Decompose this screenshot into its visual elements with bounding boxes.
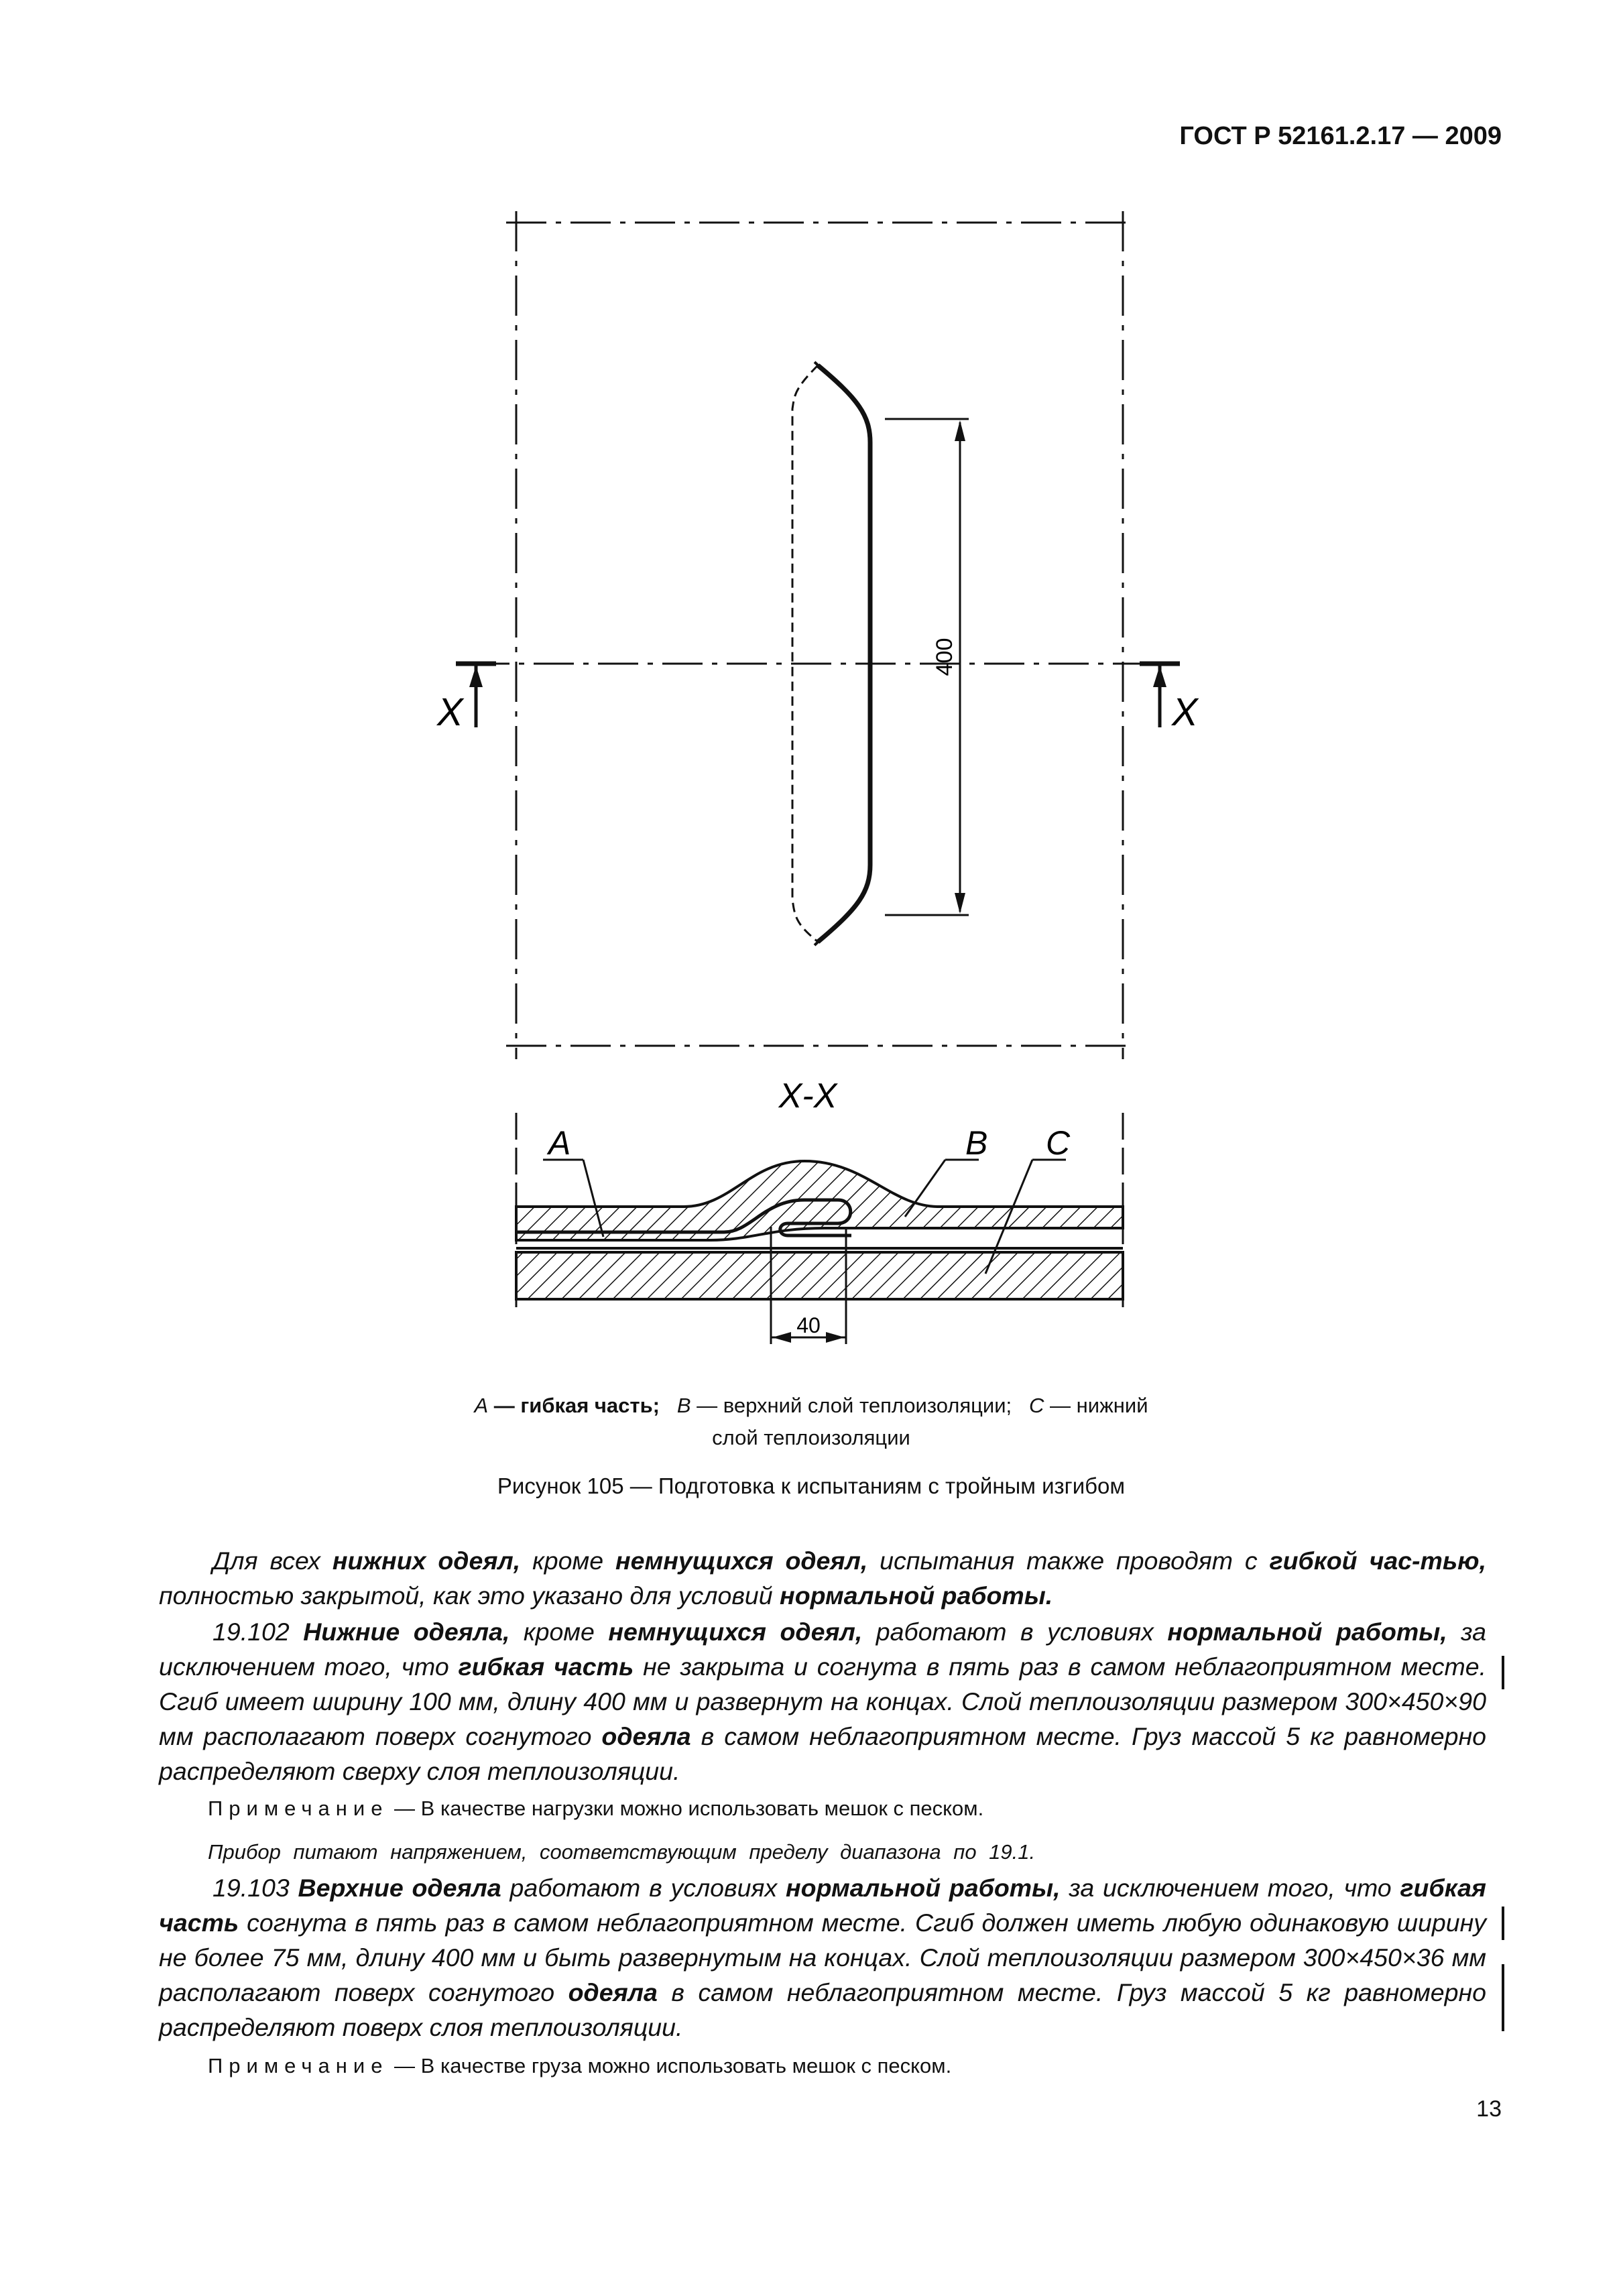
- dimension-400-label: 400: [932, 638, 957, 676]
- legend-a-key: A: [474, 1394, 489, 1417]
- legend-line-2: слой теплоизоляции: [712, 1426, 910, 1449]
- legend-c-text: — нижний: [1050, 1394, 1148, 1417]
- figure-caption: Рисунок 105 — Подготовка к испытаниям с тройным изгибом: [497, 1473, 1126, 1498]
- document-header: ГОСТ Р 52161.2.17 — 2009: [1179, 122, 1502, 150]
- label-a: A: [548, 1124, 571, 1162]
- note-1-text: — В качестве нагрузки можно использовать мешок с песком.: [388, 1797, 984, 1820]
- clause-19-102: 19.102 Нижние одеяла, кроме немнущихся одеял, работают в условиях нормальной работы, за исключением того, что гибкая часть не закрыта и согнута в пять раз в самом неблагоприятном месте. Сгиб имеет ширину 100 мм, длину 400 мм и развернут на концах. Слой теплоизоляции размером 300×450×90 мм располагают поверх согнутого одеяла в самом неблагоприятном месте. Груз массой 5 кг равномерно распределяют сверху слоя теплоизоляции.: [159, 1618, 1487, 1785]
- section-label-right: X: [1172, 690, 1198, 734]
- section-label-left: X: [437, 690, 463, 734]
- figure-legend: [335, 1390, 1287, 1454]
- legend-b-key: B: [676, 1394, 691, 1417]
- supply-note: Прибор питают напряжением, соответствующим пределу диапазона по 19.1.: [208, 1840, 1036, 1864]
- note-1: [208, 1794, 1448, 1823]
- change-bar: [1502, 1964, 1504, 2031]
- legend-c-key: C: [1029, 1394, 1044, 1417]
- page-number: 13: [1476, 2096, 1502, 2122]
- dimension-40-label: 40: [796, 1313, 821, 1337]
- change-bar: [1502, 1656, 1504, 1689]
- change-bar: [1502, 1907, 1504, 1940]
- dimension-40-arrow-left: [772, 1332, 791, 1343]
- legend-line-1: [335, 1390, 1287, 1422]
- note-2-text: — В качестве груза можно использовать мешок с песком.: [388, 2054, 952, 2077]
- section-title: X-X: [778, 1077, 837, 1115]
- fold-outline: [792, 362, 870, 945]
- dimension-40-arrow-right: [826, 1332, 845, 1343]
- legend-b-text: — верхний слой теплоизоляции;: [697, 1394, 1012, 1417]
- label-c: C: [1046, 1124, 1071, 1162]
- note-1-label: Примечание: [208, 1797, 389, 1820]
- label-b: B: [965, 1124, 988, 1162]
- paragraph-lower-blankets: Для всех нижних одеял, кроме немнущихся одеял, испытания также проводят с гибкой час-тью, полностью закрытой, как это указано для условий нормальной работы.: [159, 1547, 1486, 1610]
- cross-section: [516, 1113, 1123, 1344]
- note-2: [208, 2051, 1448, 2081]
- note-2-label: Примечание: [208, 2054, 389, 2077]
- clause-19-103: 19.103 Верхние одеяла работают в условиях нормальной работы, за исключением того, что гибкая часть согнута в пять раз в самом неблагоприятном месте. Сгиб должен иметь любую одинаковую ширину не более 75 мм, длину 400 мм и быть развернутым на концах. Слой теплоизоляции размером 300×450×36 мм располагают поверх согнутого одеяла в самом неблагоприятном месте. Груз массой 5 кг равномерно распределяют поверх слоя теплоизоляции.: [159, 1874, 1487, 2041]
- legend-a-text: — гибкая часть;: [493, 1394, 660, 1417]
- plan-view-frame: [469, 211, 1170, 1059]
